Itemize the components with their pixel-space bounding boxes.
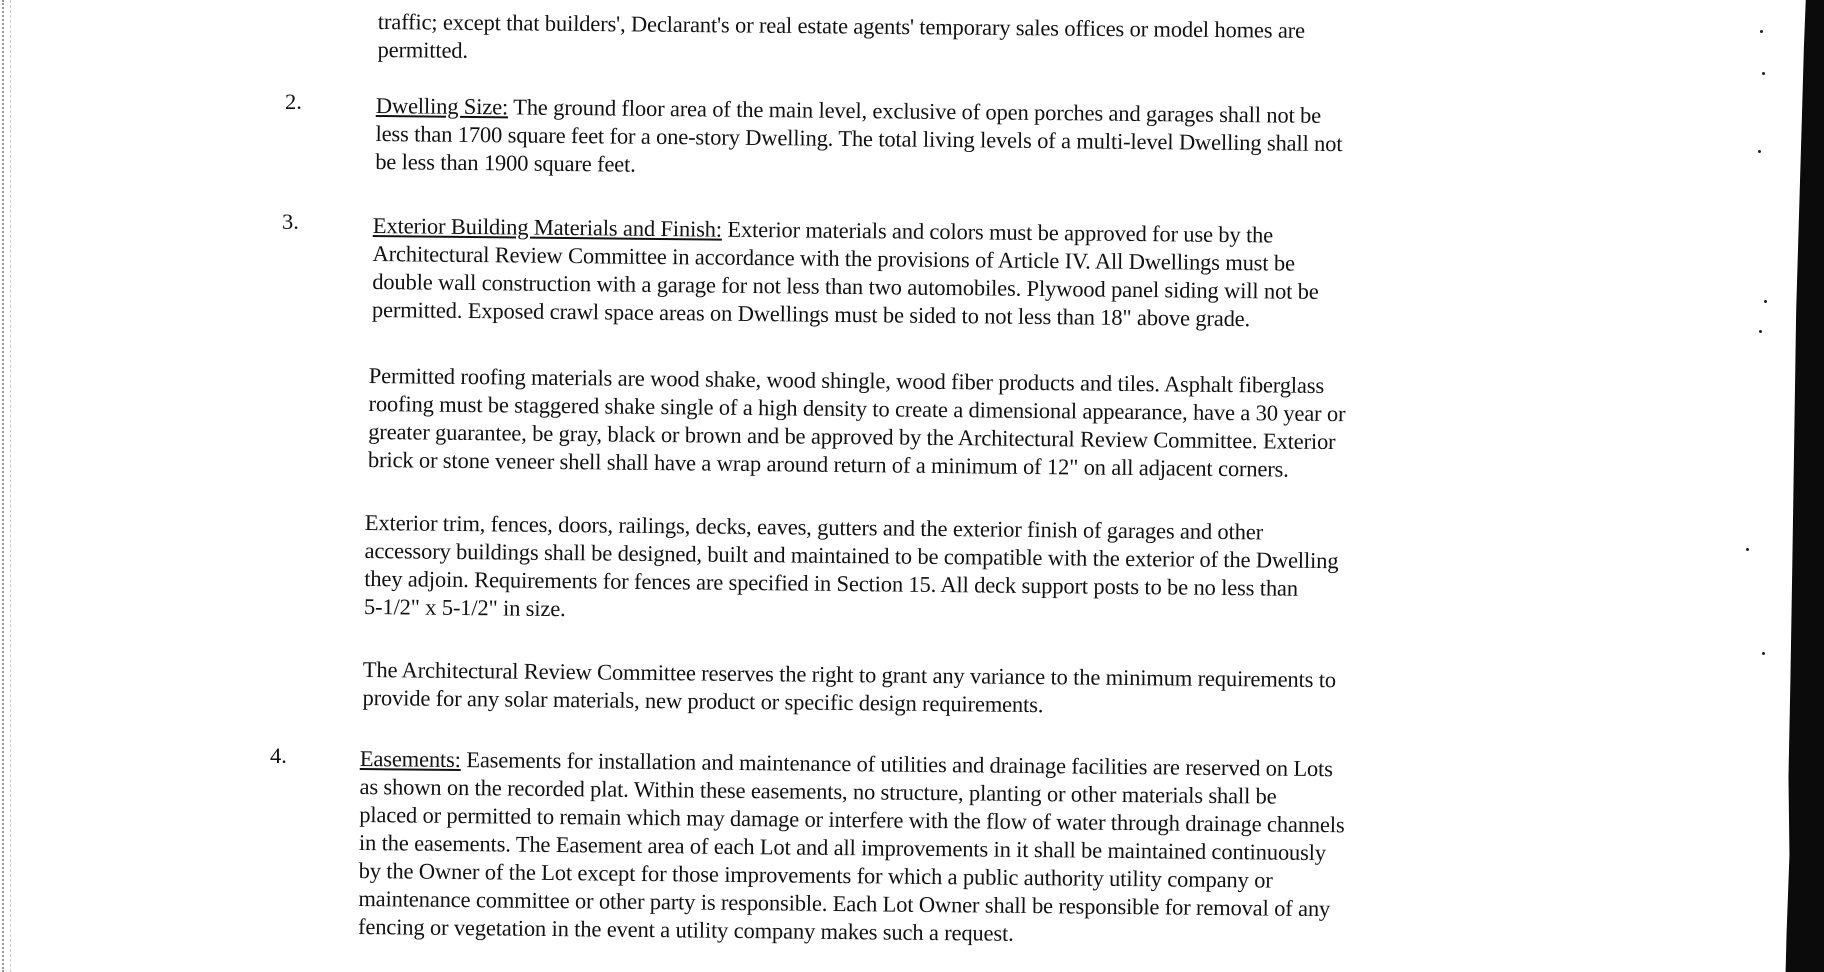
top-fragment [377,8,1305,73]
section-text-line: as shown on the recorded plat. Within these easements, no structure, planting or other materials shall be [359,773,1277,809]
section-heading: Dwelling Size: [375,92,509,120]
section-text-line: by the Owner of the Lot except for those improvements for which a public authority utility company or [358,857,1273,893]
section-number: 3. [282,209,299,234]
top-fragment-line: traffic; except that builders', Declarant's or real estate agents' temporary sales offices or model homes are [377,8,1306,43]
paragraph-exterior-trim [364,509,1339,631]
paragraph-line: Permitted roofing materials are wood shake, wood shingle, wood fiber products and tiles. Asphalt fiberglass [368,362,1325,399]
section-exterior-materials [372,212,1320,334]
top-fragment-line: permitted. [377,36,469,63]
left-scan-edge-inner [10,0,13,972]
left-scan-edge [2,0,10,972]
section-text-line: fencing or vegetation in the event a utility company makes such a request. [357,913,1014,946]
section-text-line: permitted. Exposed crawl space areas on Dwellings must be sided to not less than 18" above grade. [371,296,1251,332]
paragraph-line: greater guarantee, be gray, black or brown and be approved by the Architectural Review Committee. Exterior [368,418,1336,455]
section-number: 2. [285,89,302,114]
right-scan-specks [1756,0,1768,972]
section-text-line: The ground floor area of the main level, exclusive of open porches and garages shall not be [507,94,1322,128]
section-easements [358,745,1345,951]
section-text-line: Architectural Review Committee in accordance with the provisions of Article IV. All Dwellings must be [372,240,1296,276]
section-heading: Easements: [359,745,461,773]
section-text-line: in the easements. The Easement area of each Lot and all improvements in it shall be maintained continuously [358,829,1327,866]
section-dwelling-size [375,92,1343,186]
section-text-line: maintenance committee or other party is responsible. Each Lot Owner shall be responsible for removal of any [358,885,1331,922]
paragraph-line: roofing must be staggered shake single of a high density to create a dimensional appearance, have a 30 year or [368,390,1346,427]
section-text-line: Exterior materials and colors must be approved for use by the [721,216,1274,248]
section-text-line: be less than 1900 square feet. [375,148,636,177]
right-scan-border [1776,0,1824,972]
section-heading: Exterior Building Materials and Finish: [372,212,723,242]
paragraph-line: Exterior trim, fences, doors, railings, decks, eaves, gutters and the exterior finish of garages and other [364,509,1264,545]
paragraph-variance [362,656,1336,722]
paragraph-line: The Architectural Review Committee reserves the right to grant any variance to the minimum requirements to [362,656,1337,693]
section-text-line: placed or permitted to remain which may damage or interfere with the flow of water through drainage channels [359,801,1345,838]
paragraph-line: accessory buildings shall be designed, built and maintained to be compatible with the exterior of the Dwelling [364,537,1339,574]
paragraph-line: they adjoin. Requirements for fences are specified in Section 15. All deck support posts to be no less than [364,565,1299,601]
section-text-line: double wall construction with a garage for not less than two automobiles. Plywood panel siding will not be [372,268,1319,304]
paragraph-line: brick or stone veneer shell shall have a wrap around return of a minimum of 12" on all adjacent corners. [367,446,1289,482]
section-text-line: Easements for installation and maintenance of utilities and drainage facilities are reserved on Lots [460,747,1333,782]
section-text-line: less than 1700 square feet for a one-story Dwelling. The total living levels of a multi-level Dwelling shall not [375,120,1343,157]
section-number: 4. [270,743,287,768]
paragraph-roofing [368,362,1346,484]
paragraph-line: provide for any solar materials, new product or specific design requirements. [362,684,1044,718]
paragraph-line: 5-1/2" x 5-1/2" in size. [363,593,566,622]
